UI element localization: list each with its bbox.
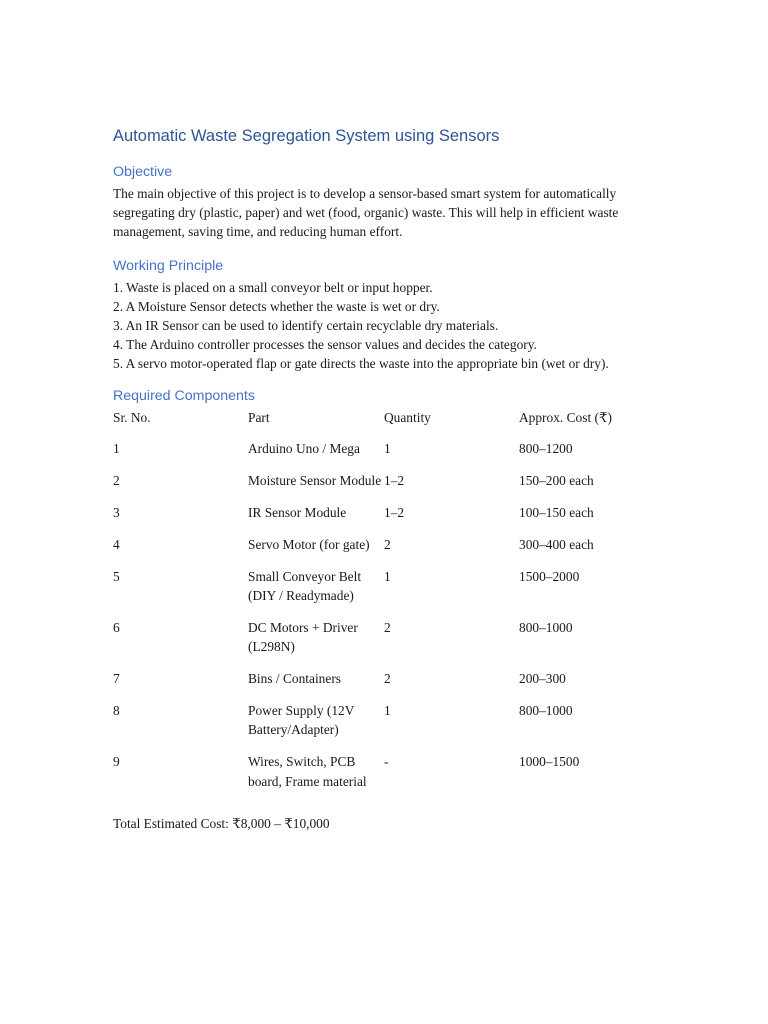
step-item: 4. The Arduino controller processes the sensor values and decides the category. <box>113 337 537 353</box>
cell-quantity: 1 <box>384 703 391 719</box>
step-item: 3. An IR Sensor can be used to identify certain recyclable dry materials. <box>113 318 499 334</box>
table-row <box>113 439 653 471</box>
table-row <box>113 618 653 669</box>
cell-cost: 800–1200 <box>519 440 573 456</box>
column-header-part: Part <box>248 409 270 425</box>
cell-cost: 100–150 each <box>519 504 594 520</box>
cell-cost: 1500–2000 <box>519 568 580 584</box>
step-item: 1. Waste is placed on a small conveyor belt or input hopper. <box>113 279 433 295</box>
table-row <box>113 669 653 701</box>
table-row <box>113 752 653 803</box>
table-row <box>113 471 653 503</box>
cell-sr-no: 5 <box>113 568 120 584</box>
objective-text: The main objective of this project is to develop a sensor-based smart system for automatically segregating dry (plastic, paper) and wet (food, organic) waste. This will help in efficient waste management, saving time, and reducing human effort. <box>113 186 619 240</box>
column-header-sr-no: Sr. No. <box>113 409 151 425</box>
cell-cost: 1000–1500 <box>519 754 580 770</box>
cell-quantity: 1 <box>384 568 391 584</box>
cell-sr-no: 4 <box>113 536 120 552</box>
cell-quantity: 2 <box>384 536 391 552</box>
document-title: Automatic Waste Segregation System using Sensors <box>113 127 500 145</box>
cell-part: Power Supply (12V Battery/Adapter) <box>248 703 355 738</box>
cell-part: Bins / Containers <box>248 671 341 687</box>
table-row <box>113 701 653 752</box>
cell-part: Wires, Switch, PCB board, Frame material <box>248 754 367 789</box>
document-page <box>113 124 653 833</box>
table-row <box>113 503 653 535</box>
table-header-row <box>113 408 653 439</box>
table-row <box>113 535 653 567</box>
column-header-quantity: Quantity <box>384 409 431 425</box>
cell-quantity: 1–2 <box>384 504 405 520</box>
cell-sr-no: 7 <box>113 671 120 687</box>
cell-cost: 200–300 <box>519 671 566 687</box>
cell-quantity: 1–2 <box>384 472 405 488</box>
components-table <box>113 408 653 804</box>
cell-sr-no: 8 <box>113 703 120 719</box>
column-header-cost: Approx. Cost (₹) <box>519 409 612 425</box>
cell-sr-no: 9 <box>113 754 120 770</box>
cell-quantity: 2 <box>384 620 391 636</box>
cell-cost: 150–200 each <box>519 472 594 488</box>
cell-cost: 800–1000 <box>519 620 573 636</box>
objective-heading: Objective <box>113 164 173 180</box>
working-principle-heading: Working Principle <box>113 257 224 274</box>
cell-cost: 300–400 each <box>519 536 594 552</box>
cell-quantity: - <box>384 754 389 770</box>
step-item: 2. A Moisture Sensor detects whether the waste is wet or dry. <box>113 298 440 314</box>
cell-cost: 800–1000 <box>519 703 573 719</box>
cell-part: DC Motors + Driver (L298N) <box>248 620 358 655</box>
step-item: 5. A servo motor-operated flap or gate directs the waste into the appropriate bin (wet or dry). <box>113 356 609 372</box>
cell-quantity: 2 <box>384 671 391 687</box>
cell-sr-no: 6 <box>113 620 120 636</box>
required-components-heading: Required Components <box>113 387 255 404</box>
cell-part: Moisture Sensor Module <box>248 472 382 488</box>
cell-quantity: 1 <box>384 440 391 456</box>
cell-sr-no: 1 <box>113 440 120 456</box>
total-estimated-cost: Total Estimated Cost: ₹8,000 – ₹10,000 <box>113 815 330 831</box>
cell-part: Arduino Uno / Mega <box>248 440 360 456</box>
working-principle-steps <box>113 278 653 374</box>
cell-sr-no: 2 <box>113 472 120 488</box>
cell-sr-no: 3 <box>113 504 120 520</box>
table-row <box>113 567 653 618</box>
cell-part: Servo Motor (for gate) <box>248 536 370 552</box>
cell-part: Small Conveyor Belt (DIY / Readymade) <box>248 568 362 604</box>
cell-part: IR Sensor Module <box>248 504 347 520</box>
